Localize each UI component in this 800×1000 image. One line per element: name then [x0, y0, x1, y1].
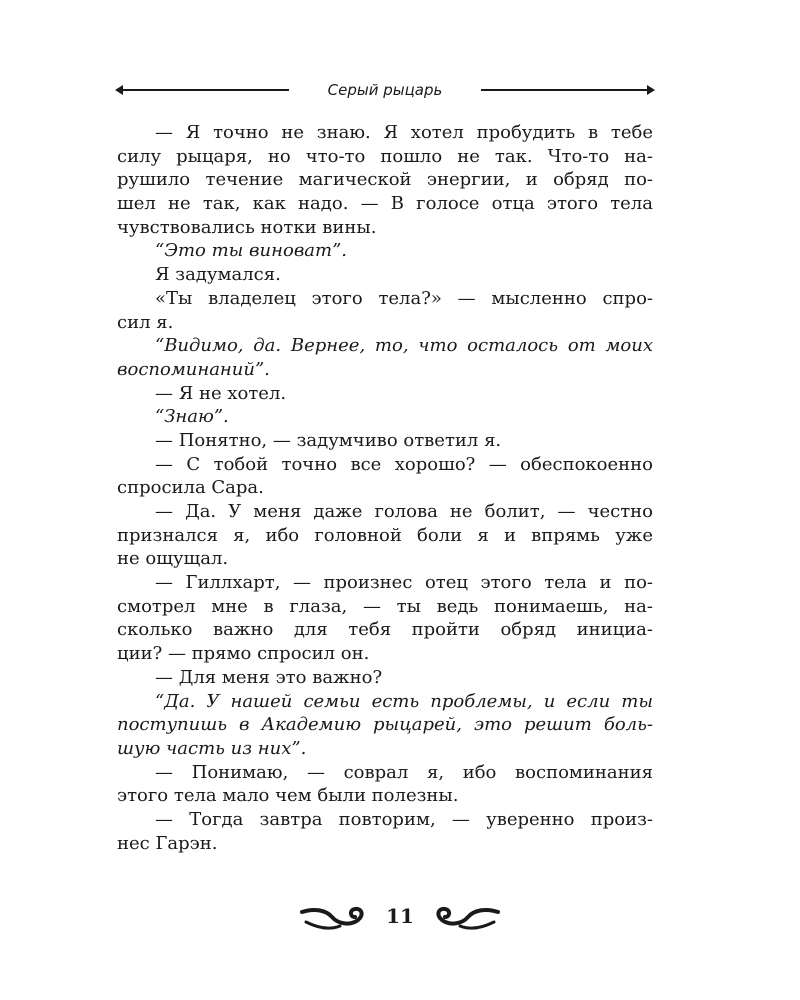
header-arrow-right-icon [647, 85, 655, 95]
text-line: “Видимо, да. Вернее, то, что осталось от моих [155, 335, 653, 357]
text-line: сил я. [117, 311, 174, 333]
text-line: воспоминаний”. [117, 358, 270, 380]
text-line: смотрел мне в глаза, — ты ведь понимаешь, на- [117, 595, 653, 617]
text-line: “Это ты виноват”. [155, 240, 348, 262]
running-header [115, 78, 655, 102]
text-line: — Гиллхарт, — произнес отец этого тела и по- [155, 572, 653, 594]
text-line: “Да. У нашей семьи есть проблемы, и если ты [155, 690, 653, 712]
text-line: чувствовались нотки вины. [117, 216, 377, 238]
body-text [117, 121, 653, 855]
text-line: — Для меня это важно? [155, 666, 383, 688]
text-line: — Да. У меня даже голова не болит, — честно [155, 501, 653, 522]
text-line: поступишь в Академию рыцарей, это решит боль- [117, 714, 653, 736]
text-line: сколько важно для тебя пройти обряд инициа- [117, 619, 653, 641]
text-line: ции? — прямо спросил он. [117, 643, 370, 665]
text-line: этого тела мало чем были полезны. [117, 785, 459, 807]
text-line: — Тогда завтра повторим, — уверенно произ- [155, 808, 653, 830]
text-line: — Я точно не знаю. Я хотел пробудить в тебе [155, 122, 653, 143]
header-rule-right [481, 89, 649, 91]
text-line: шел не так, как надо. — В голосе отца этого тела [117, 193, 653, 215]
left-scroll-ornament-icon [300, 904, 368, 934]
text-line: — Понимаю, — соврал я, ибо воспоминания [155, 761, 653, 783]
page-footer [300, 898, 500, 938]
text-line: признался я, ибо головной боли я и впрямь уже [117, 524, 653, 546]
running-title: Серый рыцарь [327, 81, 443, 99]
text-line: — С тобой точно все хорошо? — обеспокоенно [155, 453, 653, 475]
text-line: спросила Сара. [117, 477, 264, 499]
text-line: нес Гарэн. [117, 832, 218, 854]
text-line: — Понятно, — задумчиво ответил я. [155, 429, 502, 451]
text-line: рушило течение магической энергии, и обряд по- [117, 169, 653, 191]
header-rule-left [121, 89, 289, 91]
text-line: “Знаю”. [155, 406, 229, 428]
right-scroll-ornament-icon [432, 904, 500, 934]
text-line: Я задумался. [155, 264, 281, 286]
text-line: не ощущал. [117, 548, 229, 570]
text-line: — Я не хотел. [155, 382, 287, 404]
text-line: силу рыцаря, но что-то пошло не так. Что-то на- [117, 145, 653, 167]
page-number: 11 [386, 904, 414, 928]
text-line: шую часть из них”. [117, 737, 307, 759]
text-line: «Ты владелец этого тела?» — мысленно спро- [155, 287, 653, 309]
